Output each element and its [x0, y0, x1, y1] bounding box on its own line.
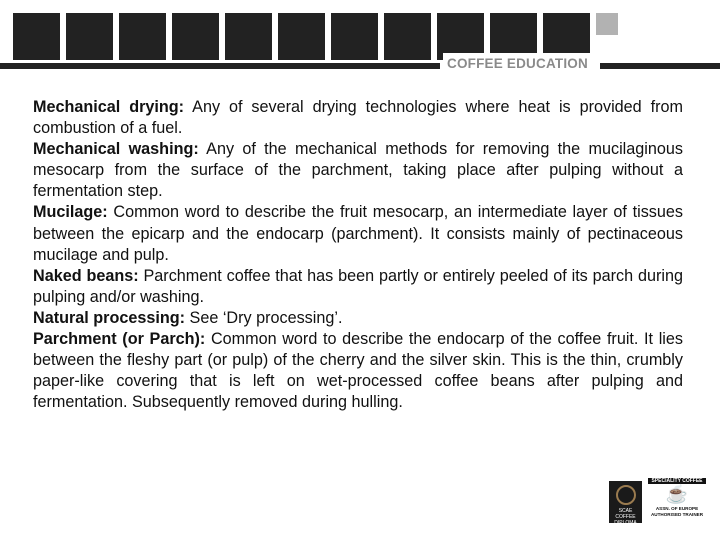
header-rule — [600, 63, 720, 69]
glossary-definition: Parchment coffee that has been partly or entirely peeled of its parch during pulping and/or washing. — [33, 266, 683, 306]
glossary-definition: Common word to describe the endocarp of the coffee fruit. It lies between the fleshy part (or pulp) of the cherry and the silver skin. This is the thin, crumbly paper-like covering that is left on wet-processed coffee beans after pulping and fermentation. Subsequently removed during hulling. — [33, 330, 683, 412]
header-square — [225, 13, 272, 60]
glossary-entry — [33, 308, 683, 329]
brand-label: COFFEE EDUCATION — [443, 53, 592, 75]
header-square — [119, 13, 166, 60]
header-square — [13, 13, 60, 60]
glossary-definition: Any of several drying technologies where heat is provided from combustion of a fuel. — [33, 98, 683, 138]
glossary-definition: Common word to describe the fruit mesocarp, an intermediate layer of tissues between the epicarp and the endocarp (parchment). It consists mainly of pectinaceous mucilage and pulp. — [33, 203, 683, 264]
glossary-term: Parchment (or Parch): — [33, 330, 206, 349]
glossary-definition: See ‘Dry processing’. — [189, 308, 343, 327]
glossary-entry — [33, 202, 683, 265]
logo-top-text: SPECIALITY COFFEE — [648, 478, 706, 484]
glossary-definition: Any of the mechanical methods for removing the mucilaginous mesocarp from the surface of the parchment, taking place after pulping without a fermentation step. — [33, 140, 683, 201]
glossary-entry — [33, 97, 683, 139]
glossary-term: Mucilage: — [33, 203, 108, 222]
header-square — [278, 13, 325, 60]
glossary-term: Mechanical washing: — [33, 140, 199, 159]
scae-logo-text: SCAE COFFEE DIPLOMA — [614, 508, 637, 526]
coffee-cup-icon: ☕ — [665, 484, 689, 505]
glossary-term: Mechanical drying: — [33, 98, 185, 116]
glossary-entry — [33, 139, 683, 202]
crest-icon — [616, 485, 636, 505]
header-square-accent — [596, 13, 618, 35]
glossary-content — [33, 97, 683, 413]
header-square — [172, 13, 219, 60]
scae-diploma-logo — [609, 481, 642, 526]
glossary-term: Natural processing: — [33, 308, 186, 327]
glossary-entry — [33, 329, 683, 413]
header-square — [66, 13, 113, 60]
header-rule — [0, 63, 440, 69]
header-square — [384, 13, 431, 60]
authorised-trainer-logo — [648, 478, 706, 532]
glossary-entry — [33, 266, 683, 308]
logo-bottom-text: ASSN. OF EUROPE AUTHORISED TRAINER — [650, 506, 704, 517]
glossary-term: Naked beans: — [33, 266, 139, 285]
header-square — [331, 13, 378, 60]
